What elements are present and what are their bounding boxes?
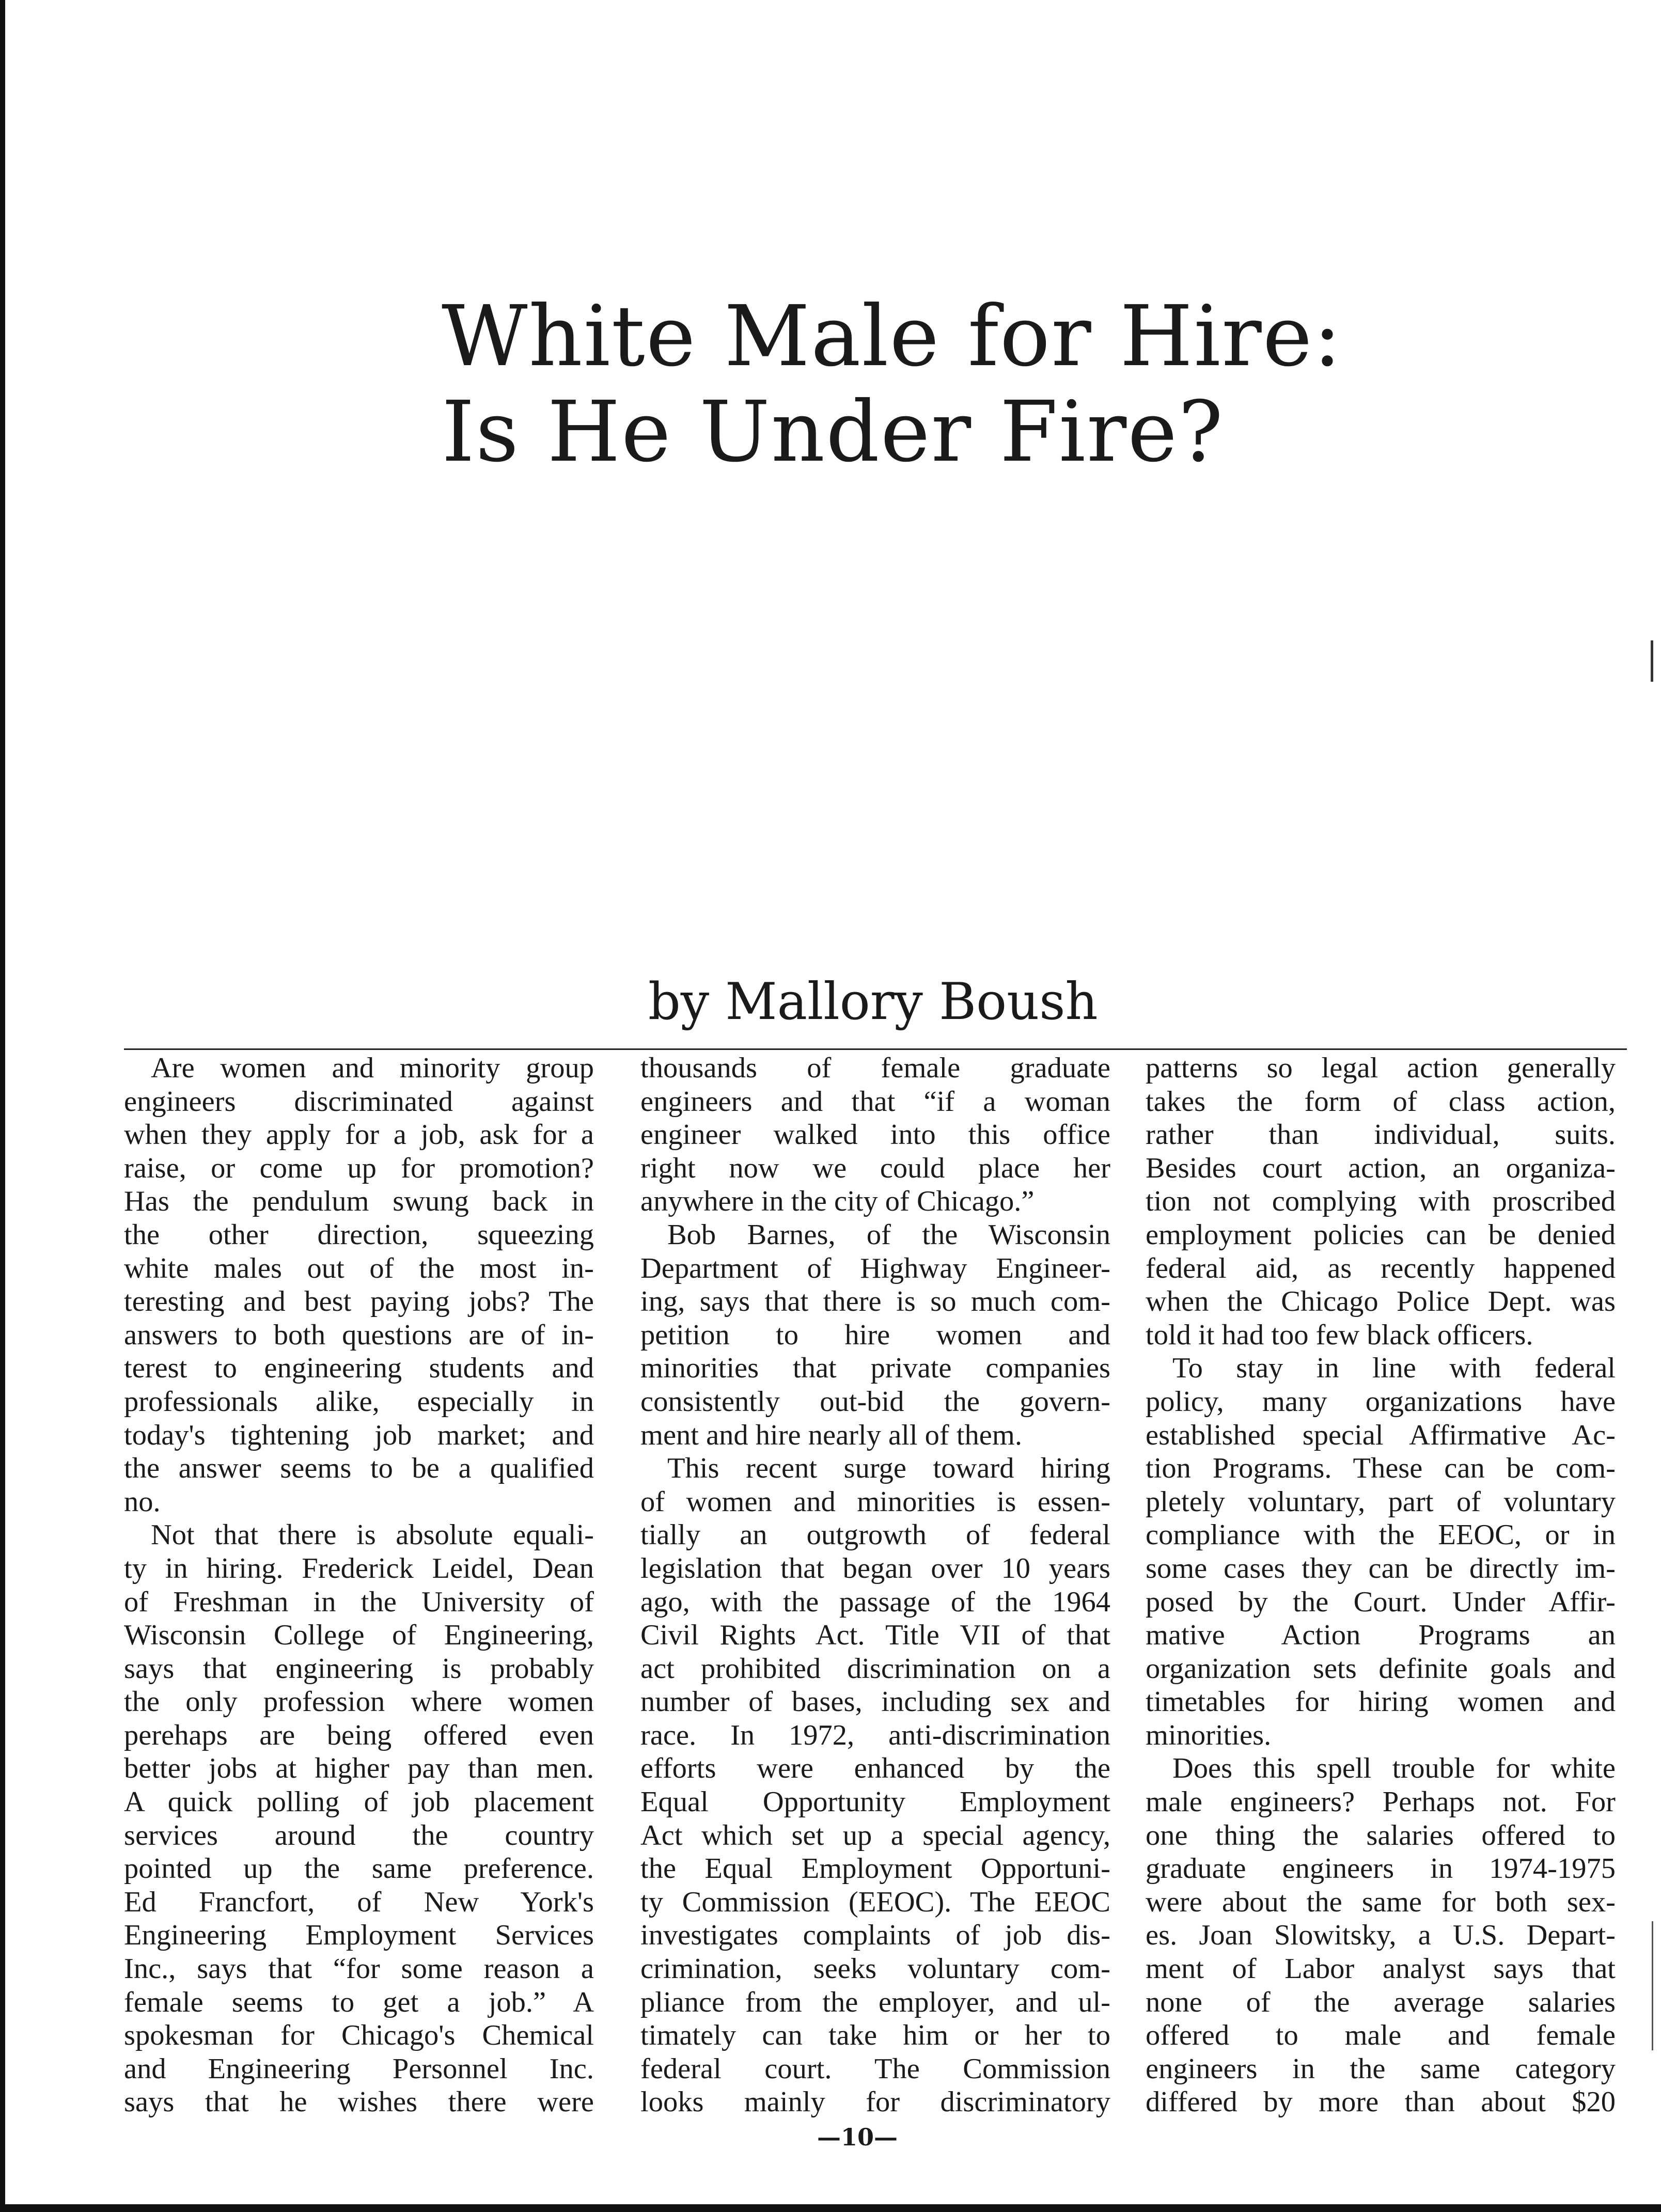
text-line: pletely voluntary, part of voluntary — [1146, 1485, 1616, 1518]
text-line: raise, or come up for promotion? — [124, 1152, 594, 1184]
text-line: Has the pendulum swung back in — [124, 1185, 594, 1218]
text-line: looks mainly for discriminatory — [640, 2086, 1110, 2119]
text-line: and Engineering Personnel Inc. — [124, 2052, 594, 2085]
text-line: the Equal Employment Opportuni- — [640, 1853, 1110, 1885]
text-line: posed by the Court. Under Affir- — [1146, 1586, 1616, 1618]
text-line: Civil Rights Act. Title VII of that — [640, 1619, 1110, 1652]
text-line: ing, says that there is so much com- — [640, 1285, 1110, 1318]
text-line: of Freshman in the University of — [124, 1586, 594, 1618]
text-line: terest to engineering students and — [124, 1352, 594, 1385]
text-line: Does this spell trouble for white — [1172, 1752, 1616, 1785]
text-line: race. In 1972, anti-discrimination — [640, 1719, 1110, 1751]
text-line: investigates complaints of job dis- — [640, 1919, 1110, 1952]
text-line: answers to both questions are of in- — [124, 1319, 594, 1351]
text-line: of women and minorities is essen- — [640, 1485, 1110, 1518]
text-line: policy, many organizations have — [1146, 1385, 1616, 1418]
text-line: patterns so legal action generally — [1146, 1052, 1616, 1084]
text-line: teresting and best paying jobs? The — [124, 1285, 594, 1318]
text-line: Are women and minority group — [151, 1052, 594, 1084]
text-line: ment and hire nearly all of them. — [640, 1419, 1022, 1451]
text-line: thousands of female graduate — [640, 1052, 1110, 1084]
scan-edge-mark — [1651, 640, 1653, 682]
text-line: consistently out-bid the govern- — [640, 1385, 1110, 1418]
text-line: crimination, seeks voluntary com- — [640, 1953, 1110, 1985]
text-line: compliance with the EEOC, or in — [1146, 1519, 1616, 1551]
text-line: Inc., says that “for some reason a — [124, 1953, 594, 1985]
text-line: organization sets definite goals and — [1146, 1652, 1616, 1685]
text-line: right now we could place her — [640, 1152, 1110, 1184]
text-line: minorities. — [1146, 1719, 1272, 1751]
text-line: were about the same for both sex- — [1146, 1886, 1616, 1918]
text-line: ment of Labor analyst says that — [1146, 1953, 1616, 1985]
text-line: Ed Francfort, of New York's — [124, 1886, 594, 1918]
text-line: engineers and that “if a woman — [640, 1085, 1110, 1118]
text-line: tion not complying with proscribed — [1146, 1185, 1616, 1218]
text-line: some cases they can be directly im- — [1146, 1552, 1616, 1585]
text-line: the answer seems to be a qualified — [124, 1452, 594, 1485]
text-line: Besides court action, an organiza- — [1146, 1152, 1616, 1184]
text-line: act prohibited discrimination on a — [640, 1652, 1110, 1685]
text-column-3 — [1146, 1052, 1616, 2119]
text-line: graduate engineers in 1974-1975 — [1146, 1853, 1616, 1885]
text-line: federal aid, as recently happened — [1146, 1252, 1616, 1284]
text-line: one thing the salaries offered to — [1146, 1819, 1616, 1852]
text-column-1 — [124, 1052, 594, 2119]
page-number: —10— — [817, 2123, 898, 2151]
text-line: A quick polling of job placement — [124, 1786, 594, 1818]
text-line: engineers in the same category — [1146, 2052, 1616, 2085]
text-line: professionals alike, especially in — [124, 1385, 594, 1418]
text-line: timetables for hiring women and — [1146, 1686, 1616, 1718]
text-line: ago, with the passage of the 1964 — [640, 1586, 1110, 1618]
text-line: Wisconsin College of Engineering, — [124, 1619, 594, 1652]
text-line: no. — [124, 1485, 161, 1518]
text-line: when they apply for a job, ask for a — [124, 1119, 594, 1151]
text-line: perehaps are being offered even — [124, 1719, 594, 1751]
text-line: when the Chicago Police Dept. was — [1146, 1285, 1616, 1318]
text-line: Act which set up a special agency, — [640, 1819, 1110, 1852]
byline: by Mallory Boush — [648, 972, 1098, 1031]
text-line: Bob Barnes, of the Wisconsin — [667, 1218, 1110, 1251]
text-line: the other direction, squeezing — [124, 1218, 594, 1251]
text-line: Department of Highway Engineer- — [640, 1252, 1110, 1284]
article-title — [442, 289, 1578, 480]
scan-border-bottom — [0, 2204, 1661, 2212]
text-line: says that he wishes there were — [124, 2086, 594, 2119]
article-title-line: Is He Under Fire? — [442, 384, 1225, 481]
text-line: pointed up the same preference. — [124, 1853, 594, 1885]
text-line: legislation that began over 10 years — [640, 1552, 1110, 1585]
text-line: This recent surge toward hiring — [667, 1452, 1110, 1485]
text-line: engineers discriminated against — [124, 1085, 594, 1118]
text-line: female seems to get a job.” A — [124, 1986, 594, 2018]
text-line: tially an outgrowth of federal — [640, 1519, 1110, 1551]
text-line: To stay in line with federal — [1172, 1352, 1616, 1385]
text-line: timately can take him or her to — [640, 2019, 1110, 2052]
text-line: takes the form of class action, — [1146, 1085, 1616, 1118]
text-line: better jobs at higher pay than men. — [124, 1752, 594, 1785]
text-line: minorities that private companies — [640, 1352, 1110, 1385]
text-line: es. Joan Slowitsky, a U.S. Depart- — [1146, 1919, 1616, 1952]
article-title-line: White Male for Hire: — [442, 288, 1343, 385]
text-column-2 — [640, 1052, 1110, 2119]
text-line: spokesman for Chicago's Chemical — [124, 2019, 594, 2052]
text-line: efforts were enhanced by the — [640, 1752, 1110, 1785]
byline-rule — [124, 1048, 1627, 1050]
text-line: ty in hiring. Frederick Leidel, Dean — [124, 1552, 594, 1585]
text-line: white males out of the most in- — [124, 1252, 594, 1284]
text-line: pliance from the employer, and ul- — [640, 1986, 1110, 2018]
text-line: mative Action Programs an — [1146, 1619, 1616, 1652]
text-line: offered to male and female — [1146, 2019, 1616, 2052]
text-line: established special Affirmative Ac- — [1146, 1419, 1616, 1451]
text-line: services around the country — [124, 1819, 594, 1852]
text-line: engineer walked into this office — [640, 1119, 1110, 1151]
text-line: none of the average salaries — [1146, 1986, 1616, 2018]
text-line: number of bases, including sex and — [640, 1686, 1110, 1718]
text-line: Equal Opportunity Employment — [640, 1786, 1110, 1818]
text-line: employment policies can be denied — [1146, 1218, 1616, 1251]
text-line: tion Programs. These can be com- — [1146, 1452, 1616, 1485]
scan-border-left — [0, 0, 5, 2212]
text-line: ty Commission (EEOC). The EEOC — [640, 1886, 1110, 1918]
text-line: told it had too few black officers. — [1146, 1319, 1533, 1351]
text-line: the only profession where women — [124, 1686, 594, 1718]
text-line: petition to hire women and — [640, 1319, 1110, 1351]
text-line: says that engineering is probably — [124, 1652, 594, 1685]
text-line: Not that there is absolute equali- — [151, 1519, 594, 1551]
text-line: anywhere in the city of Chicago.” — [640, 1185, 1035, 1218]
text-line: Engineering Employment Services — [124, 1919, 594, 1952]
text-line: male engineers? Perhaps not. For — [1146, 1786, 1616, 1818]
text-line: today's tightening job market; and — [124, 1419, 594, 1451]
text-line: federal court. The Commission — [640, 2052, 1110, 2085]
scan-edge-mark — [1652, 1921, 1653, 2050]
text-line: differed by more than about $20 — [1146, 2086, 1616, 2119]
text-line: rather than individual, suits. — [1146, 1119, 1616, 1151]
